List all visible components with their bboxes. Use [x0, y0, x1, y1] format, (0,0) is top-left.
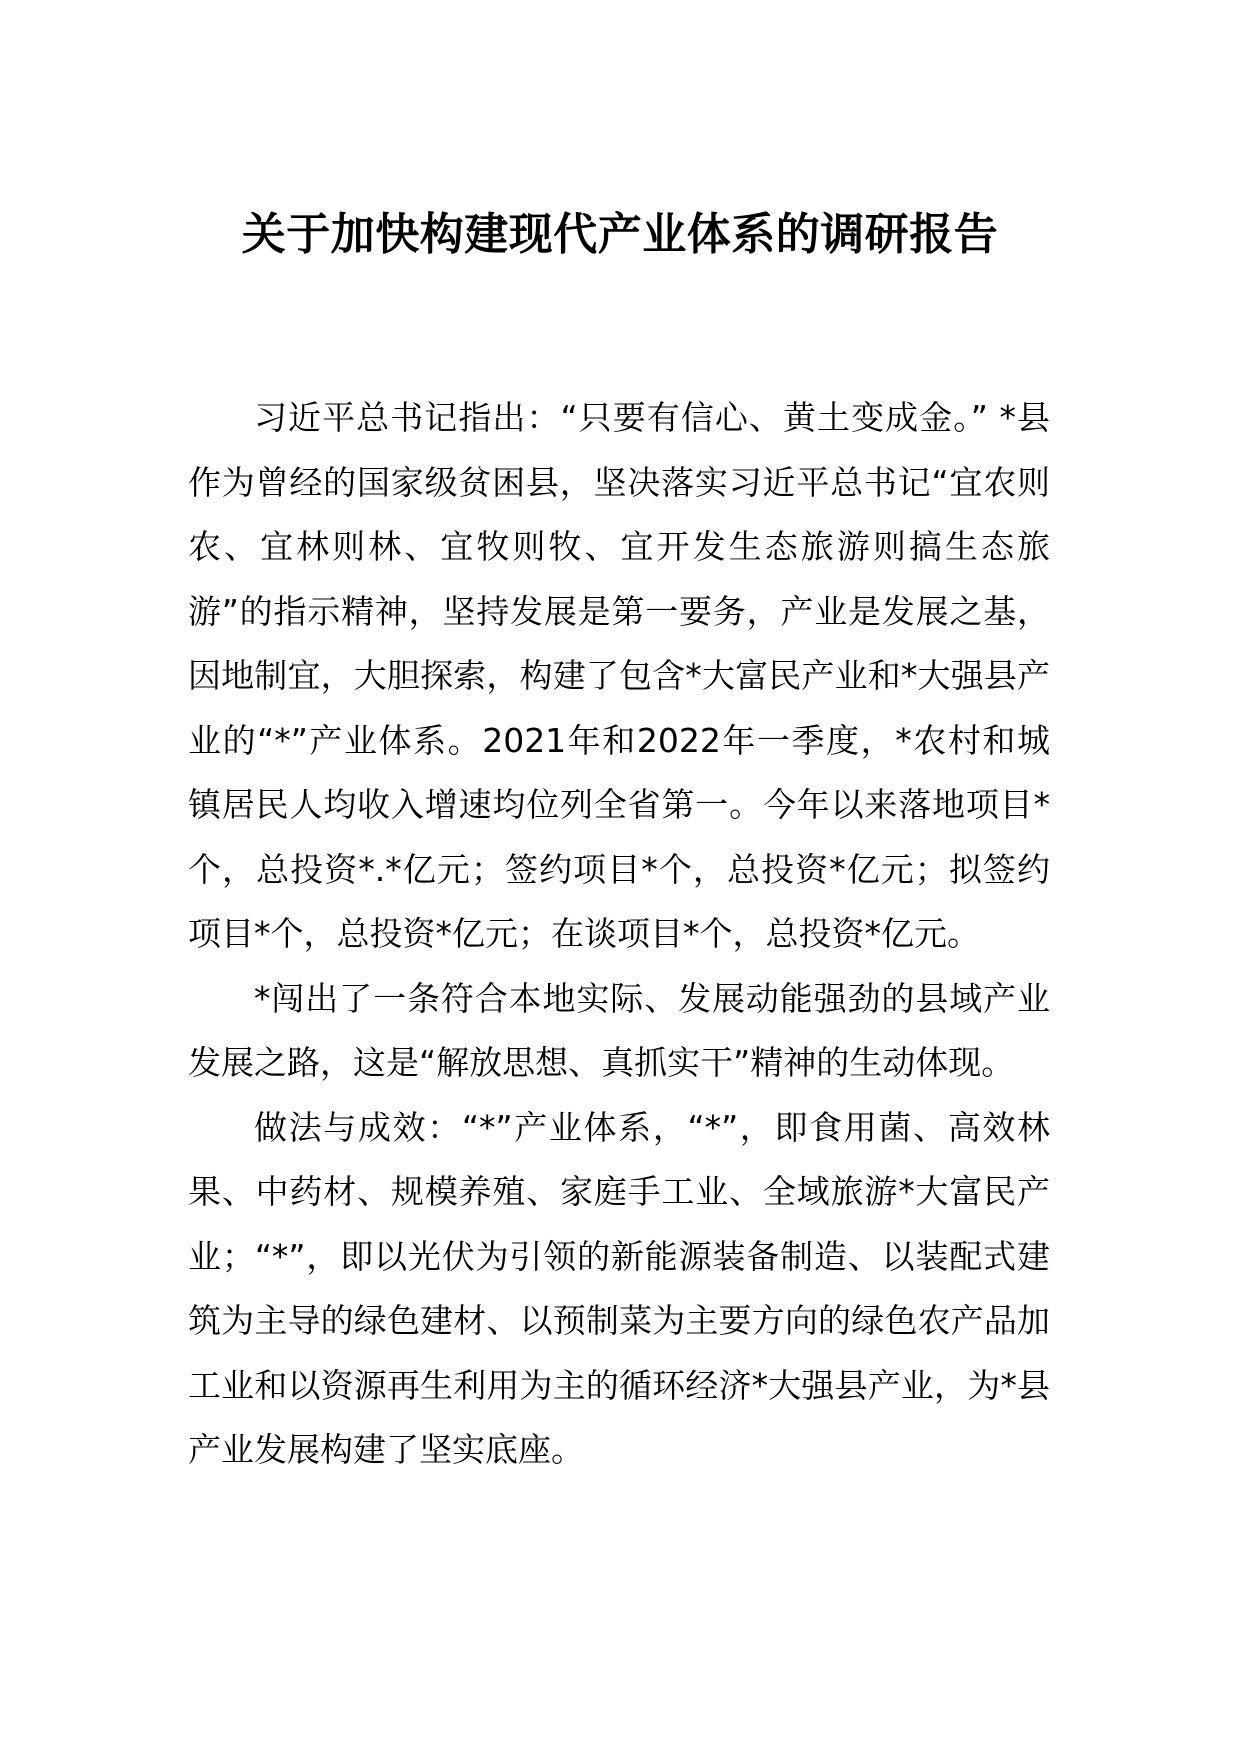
paragraph-methods: 做法与成效：“*”产业体系，“*”，即食用菌、高效林果、中药材、规模养殖、家庭手工业、全域旅游*大富民产业；“*”，即以光伏为引领的新能源装备制造、以装配式建筑为主导的绿色建材、以预制菜为主要方向的绿色农产品加工业和以资源再生利用为主的循环经济*大强县产业，为*县产业发展构建了坚实底座。 — [188, 1107, 1050, 1469]
paragraph-intro: 习近平总书记指出：“只要有信心、黄土变成金。” *县作为曾经的国家级贫困县，坚决落实习近平总书记“宜农则农、宜林则林、宜牧则牧、宜开发生态旅游则搞生态旅游”的指示精神，坚持发展是第一要务，产业是发展之基，因地制宜，大胆探索，构建了包含*大富民产业和*大强县产业的“*”产业体系。2021年和2022年一季度，*农村和城镇居民人均收入增速均位列全省第一。今年以来落地项目*个，总投资*.*亿元；签约项目*个，总投资*亿元；拟签约项目*个，总投资*亿元；在谈项目*个，总投资*亿元。 — [188, 398, 1051, 953]
paragraph-summary: *闯出了一条符合本地实际、发展动能强劲的县域产业发展之路，这是“解放思想、真抓实干”精神的生动体现。 — [188, 978, 1050, 1082]
document-title: 关于加快构建现代产业体系的调研报告 — [241, 209, 999, 260]
document-body — [188, 386, 1050, 1483]
